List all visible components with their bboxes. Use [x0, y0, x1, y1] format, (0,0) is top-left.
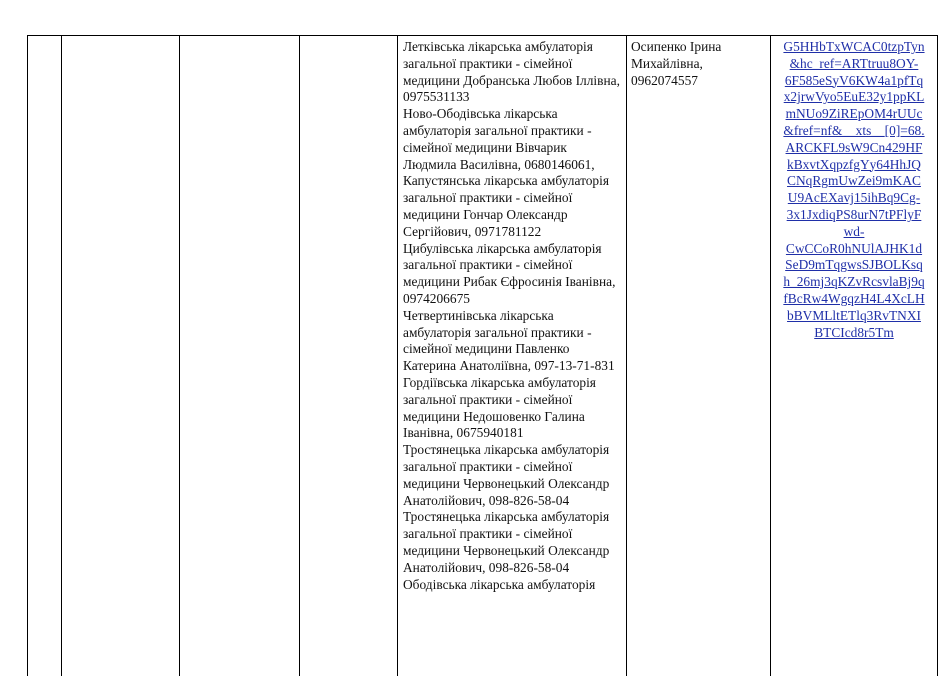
- link-line[interactable]: 6F585eSyV6KW4a1pfTq: [784, 72, 924, 88]
- table-column-link: [771, 36, 938, 676]
- link-line[interactable]: SeD9mTqgwsSJBOLKsq: [785, 257, 923, 273]
- link-line[interactable]: CNqRgmUwZei9mKAC: [787, 173, 921, 189]
- table-column-2: [62, 36, 180, 676]
- link-line[interactable]: &hc_ref=ARTtruu8OY-: [789, 55, 919, 71]
- link-line[interactable]: ARCKFL9sW9Cn429HF: [785, 139, 923, 155]
- facebook-link[interactable]: [771, 36, 937, 341]
- link-line[interactable]: CwCCoR0hNUlAJHK1d: [785, 240, 923, 256]
- link-line[interactable]: BTCIcd8r5Tm: [814, 324, 894, 340]
- facilities-cell: [398, 36, 626, 593]
- link-line[interactable]: &fref=nf&__xts__[0]=68.: [783, 122, 925, 138]
- link-line[interactable]: h_26mj3qKZvRcsvlaBj9q: [783, 274, 925, 290]
- facility-entry: Тростянецька лікарська амбулаторія загальної практики - сімейної медицини Червонецький Олександр Анатолійович, 098-826-58-04: [403, 509, 610, 575]
- link-line[interactable]: G5HHbTxWCAC0tzpTyn: [783, 39, 925, 54]
- facility-entry: Четвертинівська лікарська амбулаторія загальної практики - сімейної медицини Павленко Катерина Анатоліївна, 097-13-71-831: [403, 307, 615, 374]
- facility-entry: Летківська лікарська амбулаторія загальної практики - сімейної медицини Добранська Любов Іллівна, 0975531133: [403, 39, 620, 105]
- link-line[interactable]: kBxvtXqpzfgYy64HhJQ: [787, 156, 921, 172]
- link-line[interactable]: wd-: [843, 223, 865, 239]
- facility-entry: Гордіївська лікарська амбулаторія загальної практики - сімейної медицини Недошовенко Галина Іванівна, 0675940181: [403, 374, 596, 441]
- link-line[interactable]: bBVMLltETlq3RvTNXI: [787, 307, 921, 323]
- facility-entry: Цибулівська лікарська амбулаторія загальної практики - сімейної медицини Рибак Єфросинія Іванівна, 0974206675: [403, 240, 616, 306]
- facility-entry: Тростянецька лікарська амбулаторія загальної практики - сімейної медицини Червонецький Олександр Анатолійович, 098-826-58-04: [403, 442, 610, 508]
- link-line[interactable]: U9AcEXavj15ihBq9Cg-: [787, 190, 921, 206]
- facility-entry: Ново-Ободівська лікарська амбулаторія загальної практики - сімейної медицини Вівчарик Людмила Василівна, 0680146061,: [403, 106, 595, 172]
- link-line[interactable]: 3x1JxdiqPS8urN7tPFlyF: [786, 206, 922, 222]
- table-column-number: [28, 36, 62, 676]
- table-column-3: [180, 36, 300, 676]
- contact-person-cell: Осипенко Ірина Михайлівна, 0962074557: [631, 39, 722, 88]
- facility-entry: Ободівська лікарська амбулаторія: [403, 576, 596, 592]
- table-column-4: [300, 36, 398, 676]
- table-column-contact: [627, 36, 771, 676]
- table-column-facilities: [398, 36, 627, 676]
- facility-entry: Капустянська лікарська амбулаторія загальної практики - сімейної медицини Гончар Олександр Сергійович, 0971781122: [403, 173, 610, 239]
- contacts-table: [27, 35, 938, 676]
- link-line[interactable]: x2jrwVyo5EuE32y1ppKL: [783, 89, 925, 105]
- link-line[interactable]: fBcRw4WgqzH4L4XcLH: [783, 290, 925, 306]
- link-line[interactable]: mNUo9ZiREpOM4rUUc: [785, 106, 923, 122]
